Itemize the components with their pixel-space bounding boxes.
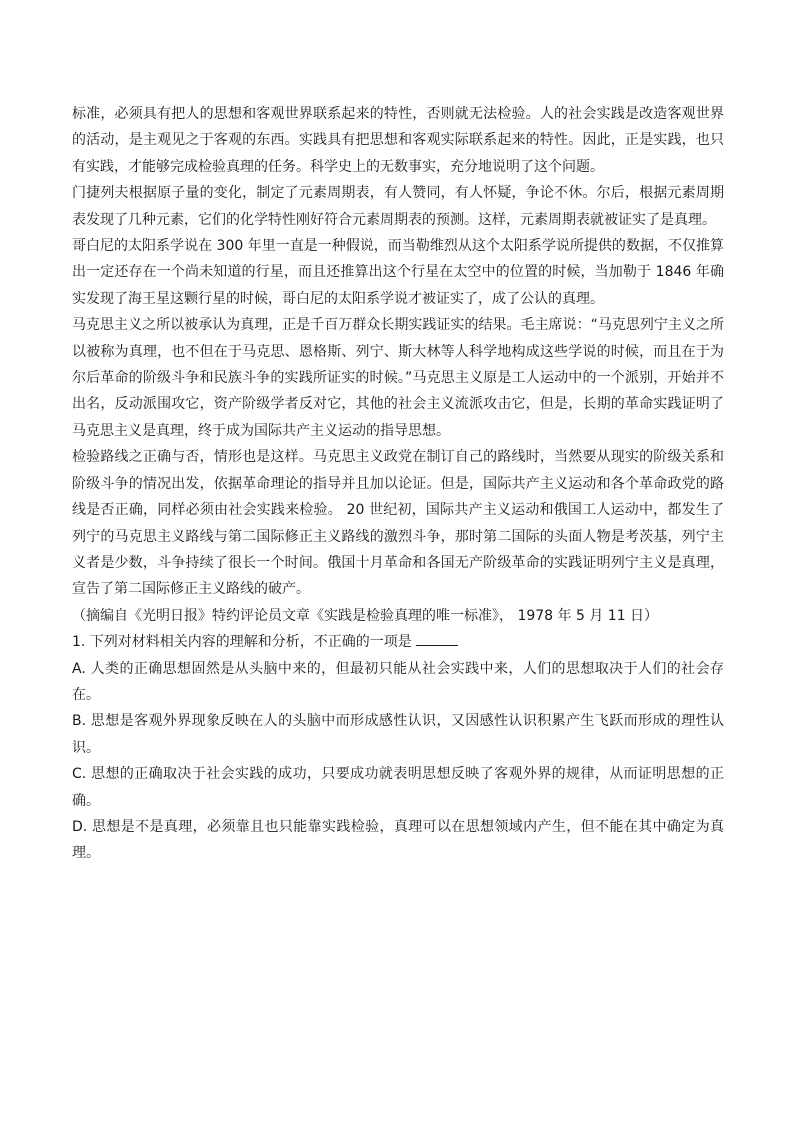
option-a: A. 人类的正确思想固然是从头脑中来的，但最初只能从社会实践中来，人们的思想取决于人们的社会存在。 [72, 660, 724, 703]
paragraph-practice-standard: 标准，必须具有把人的思想和客观世界联系起来的特性，否则就无法检验。人的社会实践是改造客观世界的活动，是主观见之于客观的东西。实践具有把思想和客观实际联系起来的特性。因此，正是实践，也只有实践，才能够完成检验真理的任务。科学史上的无数事实，充分地说明了这个问题。 [72, 106, 724, 175]
question-stem-text: 1. 下列对材料相关内容的理解和分析，不正确的一项是 [72, 634, 412, 651]
article-body [72, 101, 724, 867]
option-b: B. 思想是客观外界现象反映在人的头脑中而形成感性认识，又因感性认识积累产生飞跃而形成的理性认识。 [72, 713, 724, 756]
paragraph-marxism: 马克思主义之所以被承认为真理，正是千百万群众长期实践证实的结果。毛主席说：“马克思列宁主义之所以被称为真理，也不但在于马克思、恩格斯、列宁、斯大林等人科学地构成这些学说的时候，而且在于为尔后革命的阶级斗争和民族斗争的实践所证实的时候。”马克思主义原是工人运动中的一个派别，开始并不出名，反动派围攻它，资产阶级学者反对它，其他的社会主义流派攻击它，但是，长期的革命实践证明了马克思主义是真理，终于成为国际共产主义运动的指导思想。 [72, 317, 724, 439]
question-stem [72, 629, 724, 655]
paragraph-line-verification: 检验路线之正确与否，情形也是这样。马克思主义政党在制订自己的路线时，当然要从现实的阶级关系和阶级斗争的情况出发，依据革命理论的指导并且加以论证。但是，国际共产主义运动和各个革命政党的路线是否正确，同样必须由社会实践来检验。 20 世纪初，国际共产主义运动和俄国工人运动中，都发生了列宁的马克思主义路线与第二国际修正主义路线的激烈斗争，那时第二国际的头面人物是考茨基，列宁主义者是少数，斗争持续了很长一个时间。俄国十月革命和各国无产阶级革命的实践证明列宁主义是真理，宣告了第二国际修正主义路线的破产。 [72, 449, 724, 598]
source-note: （摘编自《光明日报》特约评论员文章《实践是检验真理的唯一标准》， 1978 年 5 月 11 日） [72, 607, 659, 624]
option-d: D. 思想是不是真理，必须靠且也只能靠实践检验，真理可以在思想领域内产生，但不能在其中确定为真理。 [72, 818, 724, 862]
answer-blank [416, 630, 458, 646]
paragraph-mendeleev: 门捷列夫根据原子量的变化，制定了元素周期表，有人赞同，有人怀疑，争论不休。尔后，根据元素周期表发现了几种元素，它们的化学特性刚好符合元素周期表的预测。这样，元素周期表就被证实了是真理。 [72, 185, 724, 228]
option-c: C. 思想的正确取决于社会实践的成功，只要成功就表明思想反映了客观外界的规律，从而证明思想的正确。 [72, 766, 724, 809]
paragraph-copernicus: 哥白尼的太阳系学说在 300 年里一直是一种假说，而当勒维烈从这个太阳系学说所提供的数据，不仅推算出一定还存在一个尚未知道的行星，而且还推算出这个行星在太空中的位置的时候，当加勒于 1846 年确实发现了海王星这颗行星的时候，哥白尼的太阳系学说才被证实了，成了公认的真理。 [72, 238, 724, 307]
